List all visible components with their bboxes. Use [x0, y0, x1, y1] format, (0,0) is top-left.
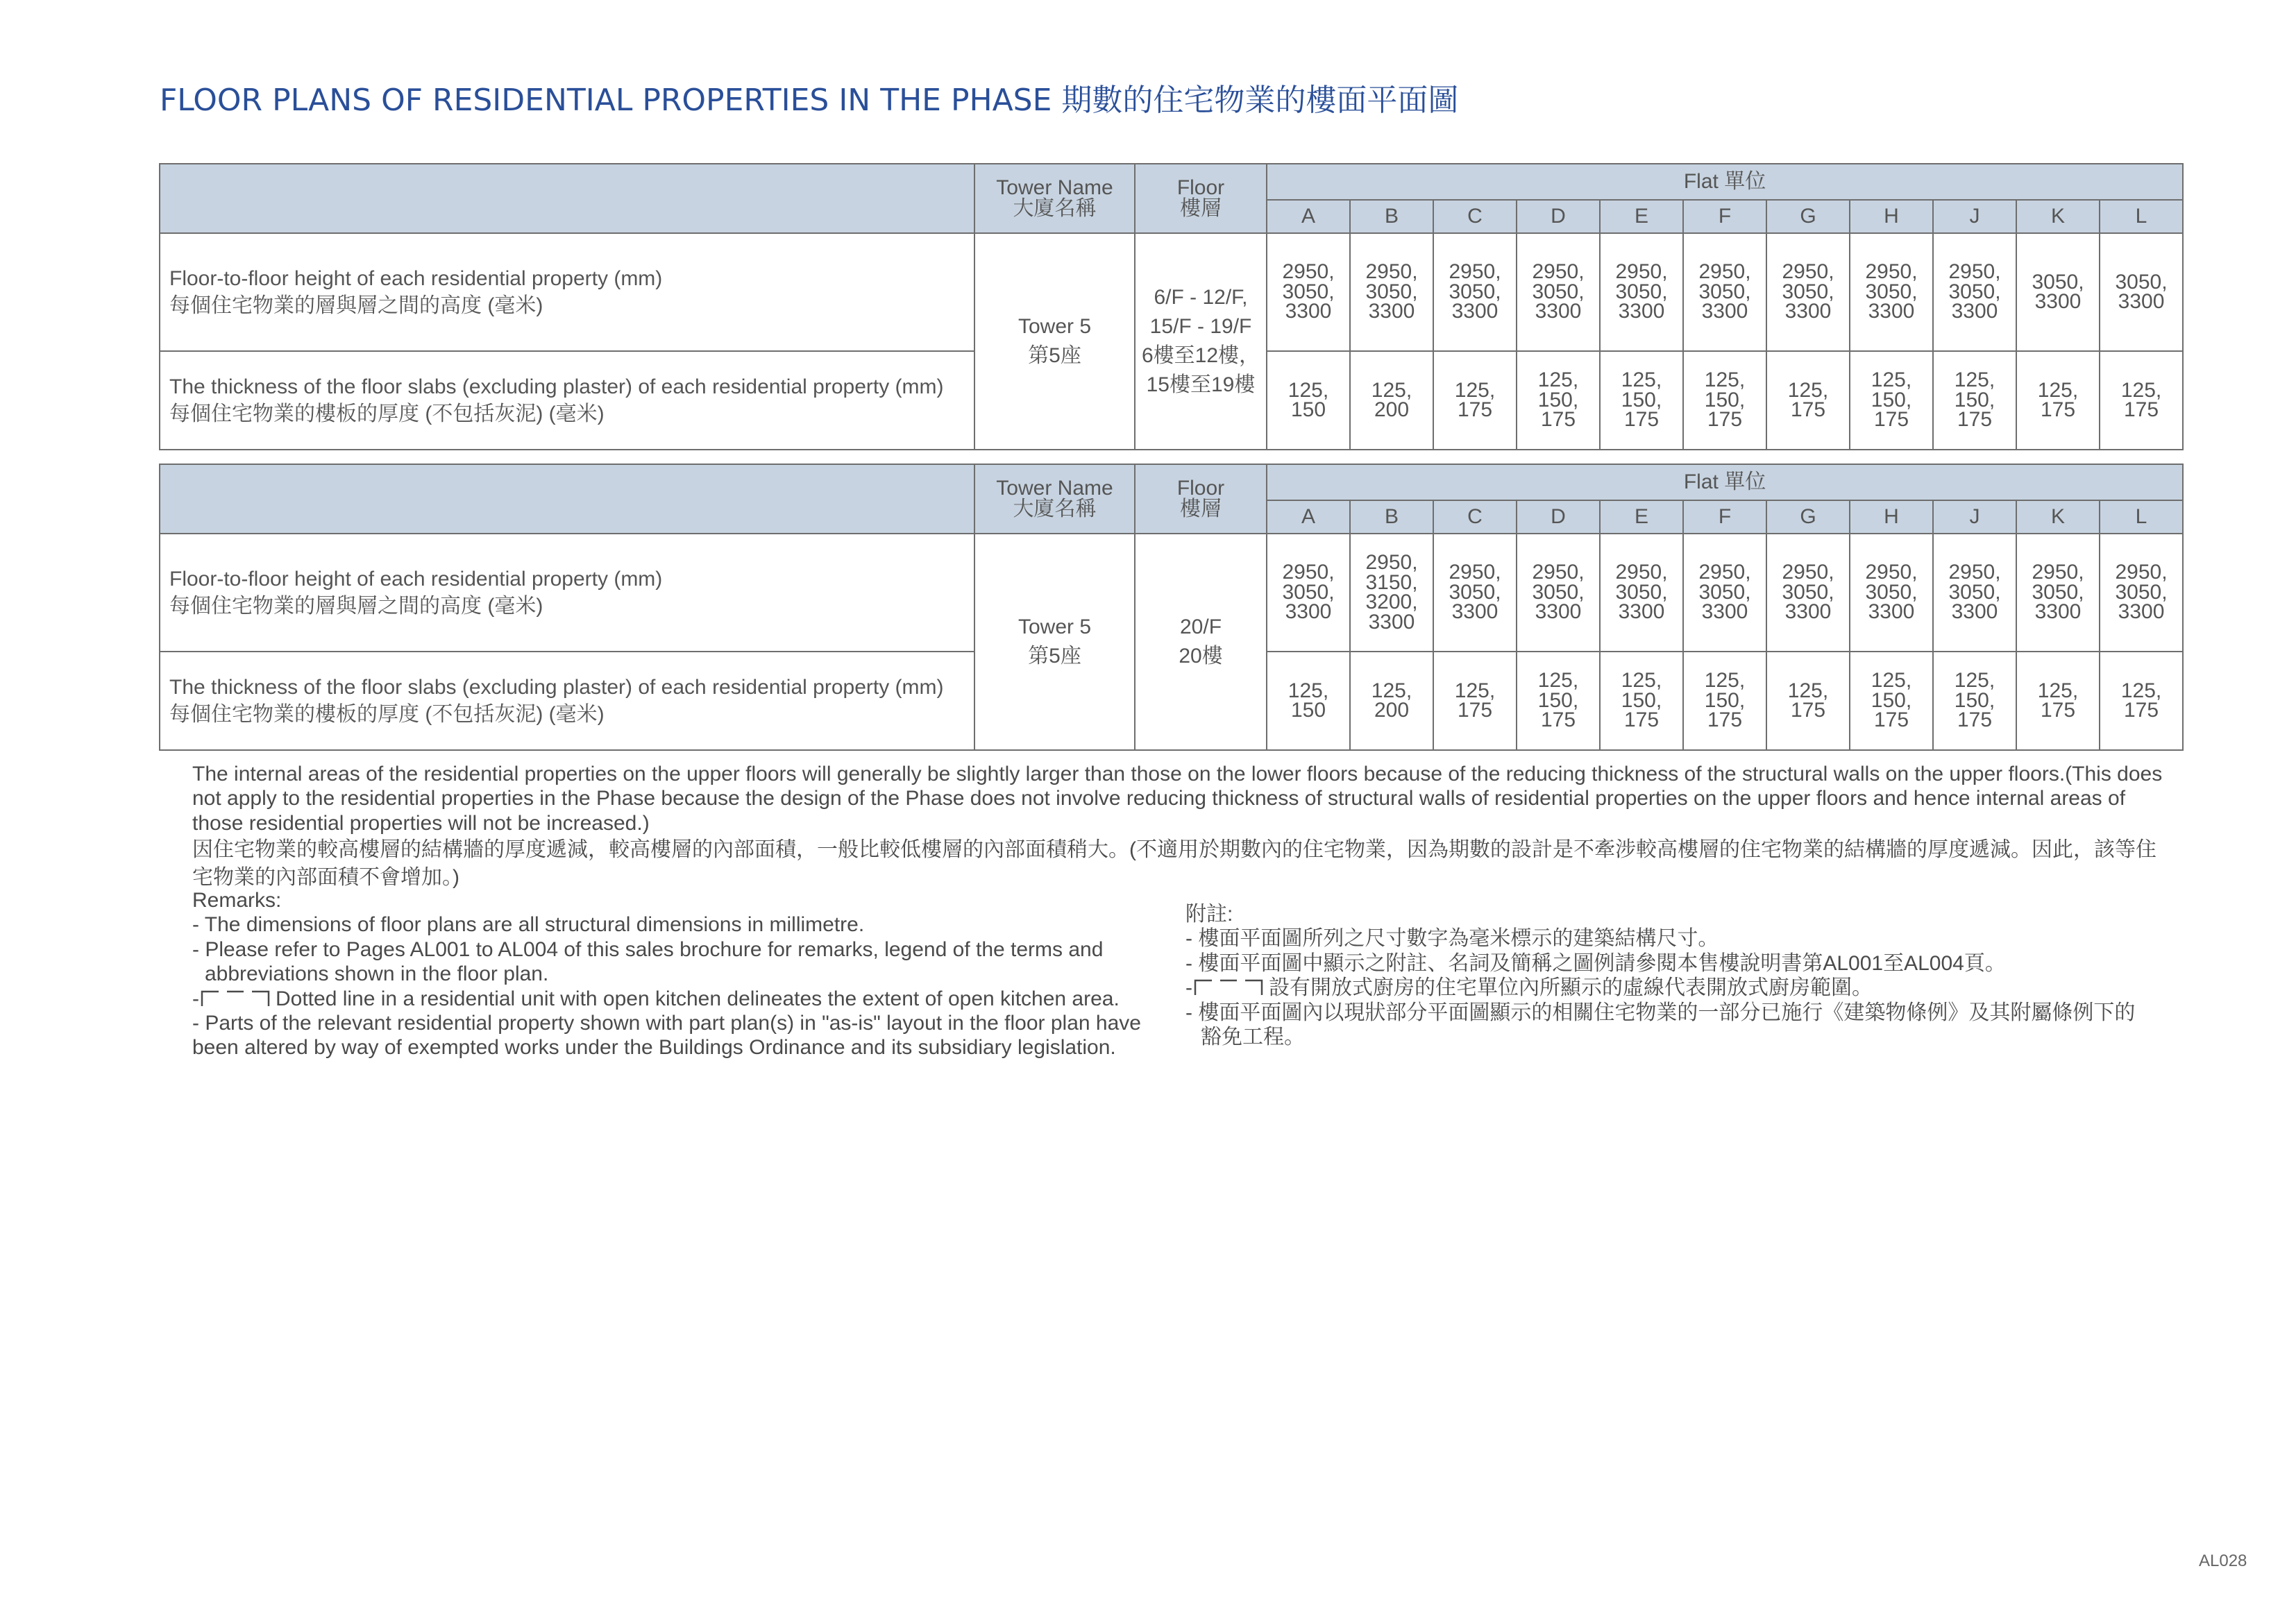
height-value: 2950, 3050, 3300 — [1600, 233, 1683, 351]
header-blank-cell — [160, 464, 974, 534]
slab-value: 125, 175 — [1766, 652, 1850, 750]
height-value: 2950, 3150, 3200, 3300 — [1350, 534, 1433, 652]
header-floor: Floor 樓層 — [1135, 164, 1267, 233]
flat-col-h: H — [1850, 200, 1933, 233]
spec-table-2 — [159, 464, 2184, 751]
flat-col-l: L — [2100, 200, 2183, 233]
slab-value: 125, 200 — [1350, 652, 1433, 750]
remark-item: 豁免工程。 — [1201, 1025, 1305, 1048]
height-value: 2950, 3050, 3300 — [1683, 534, 1766, 652]
height-value: 2950, 3050, 3300 — [1517, 233, 1600, 351]
flat-col-a: A — [1267, 200, 1350, 233]
slab-value: 125, 175 — [2100, 351, 2183, 450]
remark-item: abbreviations shown in the floor plan. — [205, 962, 549, 986]
flat-col-h: H — [1850, 500, 1933, 534]
height-value: 2950, 3050, 3300 — [1766, 233, 1850, 351]
flat-col-g: G — [1766, 200, 1850, 233]
flat-col-k: K — [2016, 500, 2100, 534]
height-value: 2950, 3050, 3300 — [1267, 233, 1350, 351]
page-number: AL028 — [2199, 1552, 2247, 1570]
height-value: 2950, 3050, 3300 — [1850, 534, 1933, 652]
flat-col-f: F — [1683, 200, 1766, 233]
remarks-en — [192, 888, 1164, 1060]
slab-value: 125, 150, 175 — [1933, 351, 2016, 450]
height-value: 2950, 3050, 3300 — [1267, 534, 1350, 652]
header-flat: Flat 單位 — [1267, 164, 2183, 200]
header-blank-cell — [160, 164, 974, 233]
row-label-slab: The thickness of the floor slabs (excluding plaster) of each residential property (mm) 每個住宅物業的樓板的厚度 (不包括灰泥) (毫米) — [160, 652, 974, 750]
slab-value: 125, 150, 175 — [1600, 351, 1683, 450]
remarks-heading: 附註: — [1185, 903, 1233, 926]
remarks-zh — [1185, 902, 2185, 1049]
remark-item: - 樓面平面圖所列之尺寸數字為毫米標示的建築結構尺寸。 — [1185, 927, 1719, 951]
slab-value: 125, 150, 175 — [1683, 351, 1766, 450]
height-value: 2950, 3050, 3300 — [1433, 233, 1517, 351]
flat-col-l: L — [2100, 500, 2183, 534]
spec-table-1 — [159, 163, 2184, 450]
slab-value: 125, 150, 175 — [1517, 351, 1600, 450]
slab-value: 125, 150, 175 — [1850, 652, 1933, 750]
floor-cell: 20/F 20樓 — [1135, 534, 1267, 750]
remark-item: - 樓面平面圖中顯示之附註、名詞及簡稱之圖例請參閱本售樓說明書第AL001至AL004頁。 — [1185, 951, 2006, 975]
flat-col-j: J — [1933, 200, 2016, 233]
internal-area-note-zh: 因住宅物業的較高樓層的結構牆的厚度遞減，較高樓層的內部面積，一般比較低樓層的內部面積稍大。(不適用於期數內的住宅物業，因為期數的設計是不牽涉較高樓層的住宅物業的結構牆的厚度遞減。因此，該等住宅物業的內部面積不會增加。) — [192, 838, 2156, 889]
height-value: 3050, 3300 — [2016, 233, 2100, 351]
slab-value: 125, 175 — [2100, 652, 2183, 750]
height-value: 3050, 3300 — [2100, 233, 2183, 351]
floor-cell: 6/F - 12/F, 15/F - 19/F 6樓至12樓， 15樓至19樓 — [1135, 233, 1267, 450]
slab-value: 125, 150 — [1267, 351, 1350, 450]
slab-value: 125, 150, 175 — [1683, 652, 1766, 750]
flat-col-j: J — [1933, 500, 2016, 534]
slab-value: 125, 150, 175 — [1933, 652, 2016, 750]
header-tower-name: Tower Name 大廈名稱 — [974, 464, 1135, 534]
remark-item: - 樓面平面圖內以現狀部分平面圖顯示的相關住宅物業的一部分已施行《建築物條例》及其附屬條例下的 — [1185, 1001, 2136, 1024]
slab-value: 125, 150, 175 — [1600, 652, 1683, 750]
remark-item: - Dotted line in a residential unit with open kitchen delineates the extent of open kitchen area. — [192, 987, 1120, 1010]
height-value: 2950, 3050, 3300 — [1933, 233, 2016, 351]
remark-item: - 設有開放式廚房的住宅單位內所顯示的虛線代表開放式廚房範圍。 — [1185, 976, 1873, 1000]
flat-col-e: E — [1600, 500, 1683, 534]
page-title: FLOOR PLANS OF RESIDENTIAL PROPERTIES IN THE PHASE 期數的住宅物業的樓面平面圖 — [160, 83, 1459, 118]
slab-value: 125, 175 — [2016, 652, 2100, 750]
header-tower-name: Tower Name 大廈名稱 — [974, 164, 1135, 233]
flat-col-e: E — [1600, 200, 1683, 233]
flat-col-c: C — [1433, 500, 1517, 534]
flat-col-d: D — [1517, 200, 1600, 233]
height-value: 2950, 3050, 3300 — [2016, 534, 2100, 652]
dotted-line-icon — [1192, 978, 1265, 996]
remark-item: - The dimensions of floor plans are all structural dimensions in millimetre. — [192, 913, 865, 937]
row-label-height: Floor-to-floor height of each residential property (mm) 每個住宅物業的層與層之間的高度 (毫米) — [160, 233, 974, 351]
tower-cell: Tower 5 第5座 — [974, 534, 1135, 750]
height-value: 2950, 3050, 3300 — [1433, 534, 1517, 652]
flat-col-f: F — [1683, 500, 1766, 534]
header-flat: Flat 單位 — [1267, 464, 2183, 500]
remark-item: - Parts of the relevant residential property shown with part plan(s) in "as-is" layout in the floor plan have been altered by way of exempted works under the Buildings Ordinance and its subsidiary legislation. — [192, 1011, 1141, 1060]
internal-area-note-en: The internal areas of the residential properties on the upper floors will generally be slightly larger than those on the lower floors because of the reducing thickness of the structural walls on the upper floors.(This does not apply to the residential properties in the Phase because the design of the Phase does not involve reducing thickness of structural walls of residential properties on the upper floors and hence internal areas of those residential properties will not be increased.) — [192, 763, 2163, 835]
remarks-heading: Remarks: — [192, 889, 282, 912]
height-value: 2950, 3050, 3300 — [1850, 233, 1933, 351]
height-value: 2950, 3050, 3300 — [1600, 534, 1683, 652]
slab-value: 125, 150, 175 — [1517, 652, 1600, 750]
flat-col-d: D — [1517, 500, 1600, 534]
tower-cell: Tower 5 第5座 — [974, 233, 1135, 450]
height-value: 2950, 3050, 3300 — [1350, 233, 1433, 351]
height-value: 2950, 3050, 3300 — [1517, 534, 1600, 652]
row-label-slab: The thickness of the floor slabs (excluding plaster) of each residential property (mm) 每個住宅物業的樓板的厚度 (不包括灰泥) (毫米) — [160, 351, 974, 450]
header-floor: Floor 樓層 — [1135, 464, 1267, 534]
flat-col-g: G — [1766, 500, 1850, 534]
row-label-height: Floor-to-floor height of each residential property (mm) 每個住宅物業的層與層之間的高度 (毫米) — [160, 534, 974, 652]
slab-value: 125, 175 — [1766, 351, 1850, 450]
height-value: 2950, 3050, 3300 — [1683, 233, 1766, 351]
slab-value: 125, 175 — [2016, 351, 2100, 450]
flat-col-b: B — [1350, 200, 1433, 233]
flat-col-c: C — [1433, 200, 1517, 233]
height-value: 2950, 3050, 3300 — [1766, 534, 1850, 652]
flat-col-k: K — [2016, 200, 2100, 233]
remark-item: - Please refer to Pages AL001 to AL004 of this sales brochure for remarks, legend of the terms and — [192, 937, 1104, 961]
height-value: 2950, 3050, 3300 — [1933, 534, 2016, 652]
flat-col-b: B — [1350, 500, 1433, 534]
slab-value: 125, 150, 175 — [1850, 351, 1933, 450]
slab-value: 125, 175 — [1433, 652, 1517, 750]
slab-value: 125, 150 — [1267, 652, 1350, 750]
slab-value: 125, 200 — [1350, 351, 1433, 450]
dotted-line-icon — [199, 989, 271, 1008]
slab-value: 125, 175 — [1433, 351, 1517, 450]
flat-col-a: A — [1267, 500, 1350, 534]
height-value: 2950, 3050, 3300 — [2100, 534, 2183, 652]
